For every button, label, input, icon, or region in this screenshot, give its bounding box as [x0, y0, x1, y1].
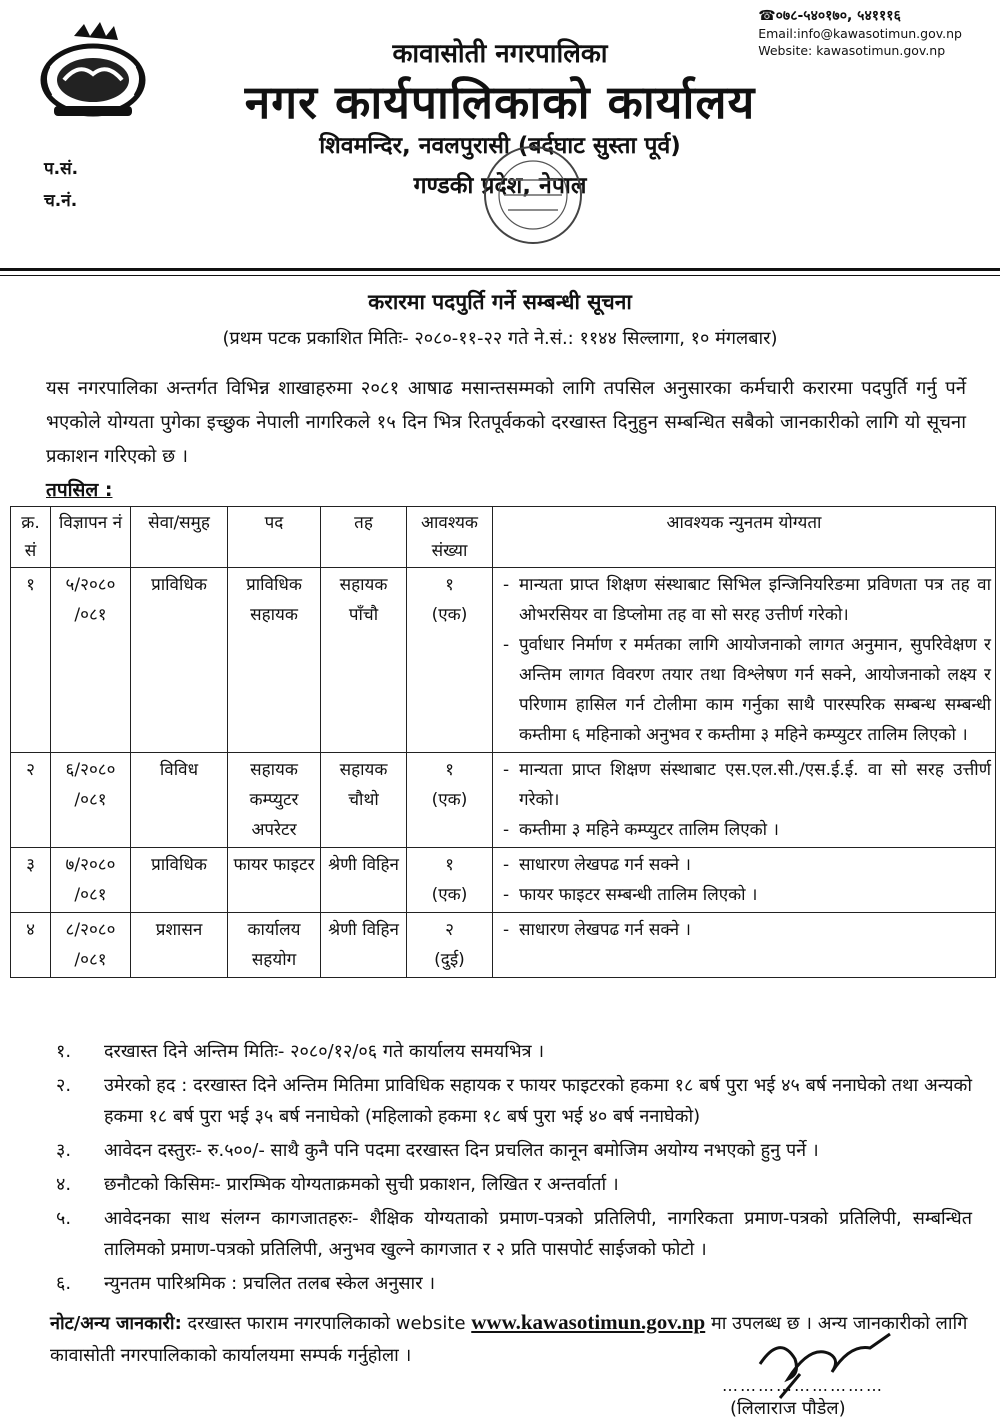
note-number: २.: [56, 1075, 72, 1096]
office-title: नगर कार्यपालिकाको कार्यालय: [244, 75, 756, 129]
adv-year: /०८१: [74, 885, 107, 905]
qualification-item: - साधारण लेखपढ गर्न सक्ने ।: [497, 915, 991, 945]
table-row: [11, 753, 996, 848]
qualification-item: - मान्यता प्राप्त शिक्षण संस्थाबाट सिभिल इन्जिनियरिङमा प्रविणता पत्र तह वा ओभरसियर वा डिप्लोमा तह वा सो सरह उत्तीर्ण गरेको।: [497, 570, 991, 630]
adv-number: ५/२०८०: [65, 575, 116, 595]
row-count: [407, 568, 493, 753]
note-text: छनौटको किसिमः- प्रारम्भिक योग्यताक्रमको सुची प्रकाशन, लिखित र अन्तर्वार्ता ।: [104, 1174, 619, 1195]
note-post-text: मा उपलब्ध छ । अन्य जानकारीको लागि कावासोती नगरपालिकाको कार्यालयमा सम्पर्क गर्नुहोला ।: [50, 1313, 968, 1366]
table-row: [11, 568, 996, 753]
header-level: तह: [321, 507, 407, 568]
count-words: (एक): [431, 885, 468, 905]
website-text: Website: kawasotimun.gov.np: [758, 43, 946, 58]
row-qualifications: [493, 913, 996, 978]
note-text: आवेदनका साथ संलग्न कागजातहरुः- शैक्षिक योग्यताको प्रमाण-पत्रको प्रतिलिपी, नागरिकता प्रमाण-पत्रको प्रतिलिपी, सम्बन्धित तालिमको प्रमाण-पत्रको प्रतिलिपी, अनुभव खुल्ने कागजात र २ प्रति पासपोर्ट साईजको फोटो ।: [104, 1208, 972, 1260]
row-service: प्रशासन: [131, 913, 228, 978]
row-level: श्रेणी विहिन: [321, 848, 407, 913]
row-service: विविध: [131, 753, 228, 848]
count-number: २: [445, 920, 454, 940]
note-number: ३.: [56, 1140, 72, 1161]
signature-line: ………………………: [722, 1376, 884, 1395]
notice-intro: यस नगरपालिका अन्तर्गत विभिन्न शाखाहरुमा २०८१ आषाढ मसान्तसम्मको लागि तपसिल अनुसारका कर्मचारी करारमा पदपुर्ति गर्नु पर्ने भएकोले योग्यता पुगेका इच्छुक नेपाली नागरिकले १५ दिन भित्र रितपूर्वकको दरखास्त दिनुहुन सम्बन्धित सबैको जानकारीको लागि यो सूचना प्रकाशन गरिएको छ ।: [46, 378, 966, 467]
row-qualifications: [493, 568, 996, 753]
row-post: सहायक कम्प्युटर अपरेटर: [228, 753, 321, 848]
qualification-item: - साधारण लेखपढ गर्न सक्ने ।: [497, 850, 991, 880]
row-service: प्राविधिक: [131, 848, 228, 913]
note-text: दरखास्त दिने अन्तिम मितिः- २०८०/१२/०६ गते कार्यालय समयभित्र ।: [104, 1041, 545, 1062]
row-sn: ३: [11, 848, 51, 913]
adv-year: /०८१: [74, 790, 107, 810]
website-link[interactable]: www.kawasotimun.gov.np: [471, 1310, 706, 1334]
count-number: १: [445, 855, 454, 875]
row-adv: [51, 913, 131, 978]
ref-cn-label: च.नं.: [44, 191, 78, 211]
count-number: १: [445, 760, 454, 780]
adv-number: ७/२०८०: [65, 855, 116, 875]
table-row: [11, 848, 996, 913]
note-number: ६.: [56, 1273, 72, 1294]
row-adv: [51, 848, 131, 913]
row-count: [407, 913, 493, 978]
list-item: [52, 1268, 972, 1299]
count-words: (दुई): [434, 950, 465, 970]
table-header-row: [11, 507, 996, 568]
notice-title: करारमा पदपुर्ति गर्ने सम्बन्धी सूचना: [368, 290, 632, 314]
list-item: [52, 1135, 972, 1166]
row-level: श्रेणी विहिन: [321, 913, 407, 978]
row-service: प्राविधिक: [131, 568, 228, 753]
address-line-1: शिवमन्दिर, नवलपुरासी (बर्दघाट सुस्ता पूर्व): [319, 133, 681, 159]
row-level: सहायक चौथो: [321, 753, 407, 848]
header-service: सेवा/समुह: [131, 507, 228, 568]
row-post: प्राविधिक सहायक: [228, 568, 321, 753]
email-text: Email:info@kawasotimun.gov.np: [758, 26, 962, 41]
qualification-item: - पुर्वाधार निर्माण र मर्मतका लागि आयोजनाको लागत अनुमान, सुपरिवेक्षण र अन्तिम लागत विवरण तयार तथा विश्लेषण गर्न सक्ने, आयोजनाको लक्ष्य र परिणाम हासिल गर्न टोलीमा काम गर्नुका साथै पारस्परिक सम्बन्ध सम्बन्धी कम्तीमा ६ महिनाको अनुभव र कम्तीमा ३ महिने कम्प्युटर तालिम लिएको ।: [497, 630, 991, 750]
adv-number: ६/२०८०: [65, 760, 116, 780]
qualification-item: - कम्तीमा ३ महिने कम्प्युटर तालिम लिएको ।: [497, 815, 991, 845]
row-qualifications: [493, 753, 996, 848]
note-text: न्युनतम पारिश्रमिक : प्रचलित तलब स्केल अनुसार ।: [104, 1273, 436, 1294]
qualification-item: - मान्यता प्राप्त शिक्षण संस्थाबाट एस.एल.सी./एस.ई.ई. वा सो सरह उत्तीर्ण गरेको।: [497, 755, 991, 815]
list-item: [52, 1203, 972, 1265]
ref-ps-label: प.सं.: [44, 159, 79, 179]
municipality-name: कावासोती नगरपालिका: [392, 39, 608, 69]
vacancy-table: [10, 506, 996, 978]
note-number: ५.: [56, 1208, 72, 1229]
count-words: (एक): [431, 605, 468, 625]
row-sn: १: [11, 568, 51, 753]
count-number: १: [445, 575, 454, 595]
adv-year: /०८१: [74, 950, 107, 970]
list-item: [52, 1070, 972, 1132]
tapsil-heading: तपसिल :: [46, 479, 113, 501]
note-number: ४.: [56, 1174, 72, 1195]
row-qualifications: [493, 848, 996, 913]
notice-subtitle: (प्रथम पटक प्रकाशित मितिः- २०८०-११-२२ गते ने.सं.: ११४४ सिल्लागा, १० मंगलबार): [222, 328, 778, 349]
count-words: (एक): [431, 790, 468, 810]
note-text: आवेदन दस्तुरः- रु.५००/- साथै कुनै पनि पदमा दरखास्त दिन प्रचलित कानून बमोजिम अयोग्य नभएको हुनु पर्ने ।: [104, 1140, 819, 1161]
row-adv: [51, 753, 131, 848]
note-label: नोट/अन्य जानकारी:: [50, 1313, 182, 1334]
row-sn: ४: [11, 913, 51, 978]
header-sn: क्र. सं: [11, 507, 51, 568]
note-pre-text: दरखास्त फाराम नगरपालिकाको website: [181, 1313, 472, 1334]
row-level: सहायक पाँचौ: [321, 568, 407, 753]
table-row: [11, 913, 996, 978]
header-divider: [0, 268, 1000, 271]
header-qualification: आवश्यक न्युनतम योग्यता: [493, 507, 996, 568]
header-adv: विज्ञापन नं: [51, 507, 131, 568]
list-item: [52, 1169, 972, 1200]
row-count: [407, 753, 493, 848]
qualification-item: - फायर फाइटर सम्बन्धी तालिम लिएको ।: [497, 880, 991, 910]
adv-year: /०८१: [74, 605, 107, 625]
note-text: उमेरको हद : दरखास्त दिने अन्तिम मितिमा प्राविधिक सहायक र फायर फाइटरको हकमा १८ बर्ष पुरा भई ४५ बर्ष ननाघेको तथा अन्यको हकमा १८ बर्ष पुरा भई ३५ बर्ष ननाघेको (महिलाको हकमा १८ बर्ष पुरा भई ४० बर्ष ननाघेको): [104, 1075, 972, 1127]
office-stamp-icon: [468, 140, 598, 250]
row-post: कार्यालय सहयोग: [228, 913, 321, 978]
row-count: [407, 848, 493, 913]
row-post: फायर फाइटर: [228, 848, 321, 913]
header-count: आवश्यक संख्या: [407, 507, 493, 568]
phone-number: ☎०७८-५४०१७०, ५४१११६: [758, 8, 901, 24]
row-sn: २: [11, 753, 51, 848]
notes-list: [52, 1036, 972, 1302]
header-post: पद: [228, 507, 321, 568]
signatory-name: (लिलाराज पौडेल): [730, 1398, 846, 1419]
header-divider-thin: [0, 275, 1000, 276]
adv-number: ८/२०८०: [65, 920, 116, 940]
row-adv: [51, 568, 131, 753]
address-line-2: गण्डकी प्रदेश, नेपाल: [413, 173, 587, 199]
list-item: [52, 1036, 972, 1067]
note-number: १.: [56, 1041, 72, 1062]
